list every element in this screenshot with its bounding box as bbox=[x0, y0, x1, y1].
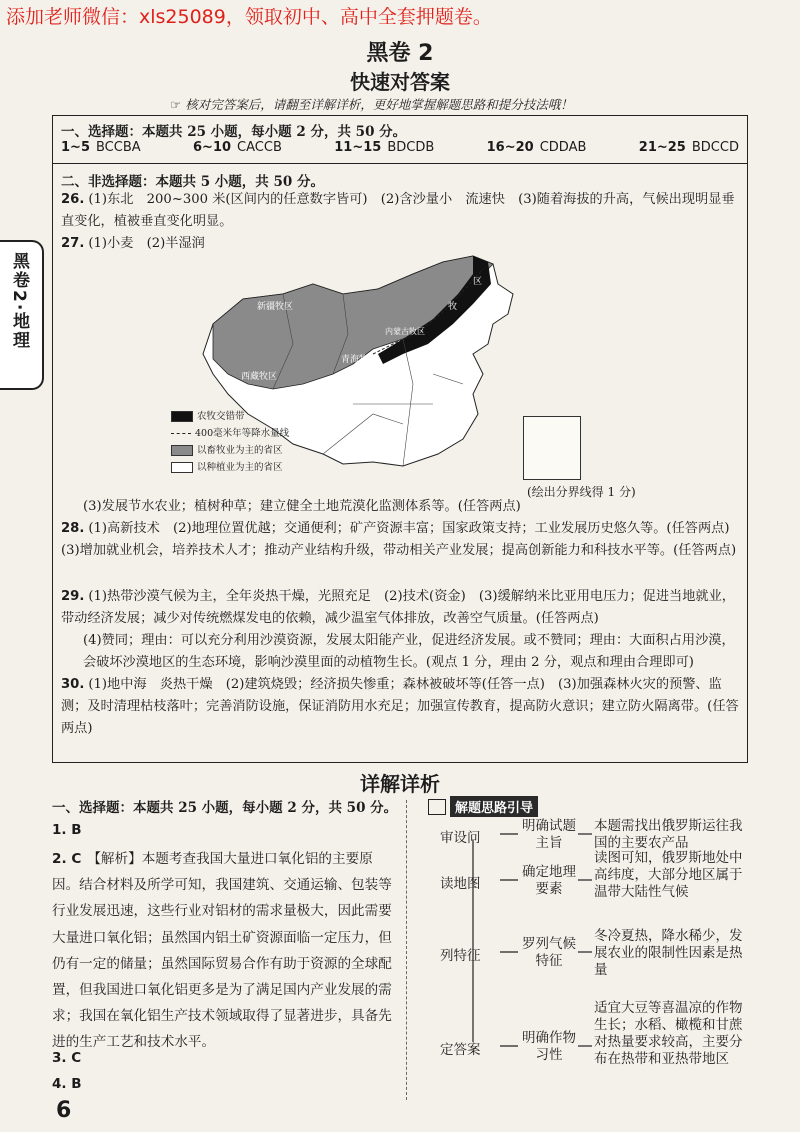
answer-text: (1)热带沙漠气候为主，全年炎热干燥，光照充足 (2)技术(资金) (3)缓解纳米比亚用电压力；促进当地就业，带动经济发展；减少对传统燃煤发电的依赖，减少温室气体排放，改善空气质量。(任答两点) bbox=[61, 589, 735, 626]
map-label: 区 bbox=[473, 277, 483, 287]
divider bbox=[53, 163, 747, 164]
instruction-note bbox=[170, 95, 573, 113]
side-tab-label: 黑卷2·地理 bbox=[9, 252, 29, 351]
pointing-hand-icon: ☞ bbox=[170, 97, 182, 112]
instruction-text: 核对完答案后，请翻至详解详析，更好地掌握解题思路和提分技法哦！ bbox=[185, 97, 573, 112]
legend-label: 400毫米年等降水量线 bbox=[195, 428, 290, 439]
quick-answer-box bbox=[52, 115, 748, 763]
guide-result: 冬冷夏热，降水稀少，发展农业的限制性因素是热量 bbox=[594, 928, 743, 978]
answer-text: (1)东北 200~300 米(区间内的任意数字皆可) (2)含沙量小 流速快 (3)随着海拔的升高，气候出现明显垂直变化，植被垂直变化明显。 bbox=[61, 192, 735, 229]
page-title: 黑卷 2 bbox=[366, 41, 434, 66]
map-label: 内蒙古牧区 bbox=[385, 327, 425, 336]
guide-mid: 明确作物习性 bbox=[522, 1030, 576, 1063]
mc-group bbox=[639, 140, 739, 155]
answer-text: (1)地中海 炎热干燥 (2)建筑烧毁；经济损失惨重；森林被破坏等(任答一点) (3)加强森林火灾的预警、监测；及时清理枯枝落叶；完善消防设施，保证消防用水充足；加强宣传教育，提高防火意识；建立防火隔离带。(任答两点) bbox=[61, 677, 739, 736]
guide-result: 本题需找出俄罗斯运往我国的主要农产品 bbox=[594, 818, 743, 851]
map-scoring-note: (绘出分界线得 1 分) bbox=[527, 485, 636, 499]
detail-answer-3: 3. C bbox=[52, 1050, 82, 1066]
legend-swatch bbox=[171, 433, 191, 434]
answer-29 bbox=[61, 586, 741, 630]
guide-step: 读地图 bbox=[440, 876, 481, 892]
guide-mid: 确定地理要素 bbox=[522, 864, 576, 897]
south-china-sea-inset bbox=[523, 416, 581, 480]
legend-label: 以种植业为主的省区 bbox=[197, 462, 283, 473]
guide-step: 列特征 bbox=[440, 948, 481, 964]
guide-badge bbox=[428, 796, 538, 817]
detail-answer-2 bbox=[52, 846, 394, 1056]
mc-range: 16~20 bbox=[486, 140, 534, 155]
mc-range: 11~15 bbox=[334, 140, 382, 155]
promo-banner: 添加老师微信：xls25089，领取初中、高中全套押题卷。 bbox=[6, 6, 492, 28]
answer-text: (1)高新技术 (2)地理位置优越；交通便利；矿产资源丰富；国家政策支持；工业发展历史悠久等。(任答两点) (3)增加就业机会，培养技术人才；推动产业结构升级，带动相关产业发展；提高创新能力和科技水平等。(任答两点) bbox=[61, 521, 743, 558]
mc-answers: BDCCD bbox=[691, 140, 739, 155]
answer-29-4: (4)赞同；理由：可以充分利用沙漠资源，发展太阳能产业，促进经济发展。或不赞同；理由：大面积占用沙漠，会破坏沙漠地区的生态环境，影响沙漠里面的动植物生长。(观点 1 分，理由 2 分，观点和理由合理即可) bbox=[83, 633, 735, 670]
map-label: 新疆牧区 bbox=[257, 302, 294, 312]
question-number: 2. C bbox=[52, 851, 82, 867]
page-subtitle: 快速对答案 bbox=[350, 70, 450, 94]
mc-heading: 一、选择题：本题共 25 小题，每小题 2 分，共 50 分。 bbox=[61, 124, 407, 140]
answer-30 bbox=[61, 674, 741, 740]
guide-result: 读图可知，俄罗斯地处中高纬度，大部分地区属于温带大陆性气候 bbox=[594, 850, 743, 900]
question-number: 29. bbox=[61, 589, 85, 604]
mc-answers: CDDAB bbox=[539, 140, 587, 155]
question-number: 26. bbox=[61, 192, 85, 207]
detail-answer-4: 4. B bbox=[52, 1076, 82, 1092]
page-number: 6 bbox=[56, 1098, 72, 1123]
mc-group bbox=[61, 140, 141, 155]
guide-step: 审设问 bbox=[440, 830, 481, 846]
mc-range: 1~5 bbox=[61, 140, 90, 155]
mc-group bbox=[487, 140, 587, 155]
mc-answers: BDCDB bbox=[387, 140, 435, 155]
mc-range: 21~25 bbox=[638, 140, 686, 155]
guide-mid: 明确试题主旨 bbox=[522, 818, 576, 851]
answer-27-3: (3)发展节水农业；植树种草；建立健全土地荒漠化监测体系等。(任答两点) bbox=[83, 499, 521, 514]
legend-label: 农牧交错带 bbox=[197, 411, 245, 422]
answer-26 bbox=[61, 189, 741, 233]
detail-answer-1: 1. B bbox=[52, 822, 82, 838]
column-divider bbox=[406, 800, 407, 1100]
detail-mc-heading: 一、选择题：本题共 25 小题，每小题 2 分，共 50 分。 bbox=[52, 800, 398, 816]
answer-27 bbox=[61, 233, 741, 255]
legend-item bbox=[171, 425, 289, 442]
guide-mid: 罗列气候特征 bbox=[522, 936, 576, 969]
guide-badge-label: 解题思路引导 bbox=[450, 796, 538, 817]
legend-item bbox=[171, 442, 289, 459]
explanation-text: 【解析】本题考查我国大量进口氧化铝的主要原因。结合材料及所学可知，我国建筑、交通运输、包装等行业发展迅速，这些行业对铝材的需求量极大，因此需要大量进口氧化铝；虽然国内铝土矿资源面临一定压力，但仍有一定的储量；虽然国际贸易合作有助于资源的全球配置，但我国进口氧化铝更多是为了满足国内产业发展的需求；我国在氧化铝生产技术领域取得了显著进步，具备先进的生产工艺和技术水平。 bbox=[52, 851, 392, 1051]
pencil-note-icon bbox=[428, 799, 446, 815]
map-label: 牧 bbox=[448, 302, 458, 312]
question-number: 30. bbox=[61, 677, 85, 692]
legend-swatch bbox=[171, 462, 193, 473]
detail-section-title: 详解详析 bbox=[360, 772, 440, 796]
mc-range: 6~10 bbox=[193, 140, 232, 155]
mc-answer-row bbox=[61, 140, 739, 155]
mc-group bbox=[334, 140, 434, 155]
mc-group bbox=[193, 140, 282, 155]
side-tab bbox=[0, 240, 44, 390]
legend-item bbox=[171, 459, 289, 476]
legend-swatch bbox=[171, 445, 193, 456]
question-number: 28. bbox=[61, 521, 85, 536]
map-label: 青海牧区 bbox=[341, 355, 378, 365]
legend-item bbox=[171, 408, 289, 425]
answer-28 bbox=[61, 518, 741, 562]
legend-label: 以畜牧业为主的省区 bbox=[197, 445, 283, 456]
guide-step: 定答案 bbox=[440, 1042, 481, 1058]
question-number: 27. bbox=[61, 236, 85, 251]
guide-result: 适宜大豆等喜温凉的作物生长；水稻、橄榄和甘蔗对热量要求较高，主要分布在热带和亚热带地区 bbox=[594, 1000, 743, 1067]
map-label: 西藏牧区 bbox=[241, 372, 278, 382]
map-legend bbox=[171, 408, 289, 476]
answer-text: (1)小麦 (2)半湿润 bbox=[88, 236, 205, 251]
mc-answers: CACCB bbox=[237, 140, 282, 155]
mc-answers: BCCBA bbox=[95, 140, 141, 155]
nmc-heading: 二、非选择题：本题共 5 小题，共 50 分。 bbox=[61, 174, 324, 190]
legend-swatch bbox=[171, 411, 193, 422]
